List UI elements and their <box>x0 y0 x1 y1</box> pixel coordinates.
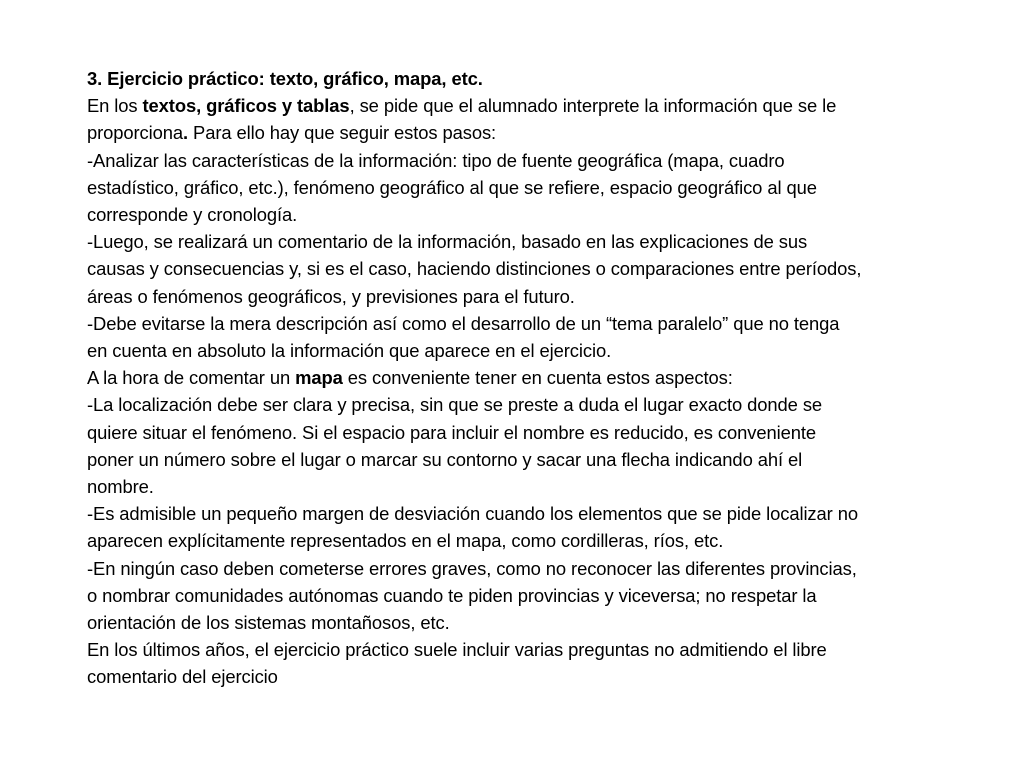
intro-line2-post: Para ello hay que seguir estos pasos: <box>188 122 497 144</box>
step-line: áreas o fenómenos geográficos, y previsiones para el futuro. <box>87 285 575 307</box>
map-intro-pre: A la hora de comentar un <box>87 367 296 389</box>
intro-bold: textos, gráficos y tablas <box>142 95 350 117</box>
step-3 <box>87 310 987 364</box>
map-point-line: nombre. <box>87 476 154 498</box>
map-point-line: -Es admisible un pequeño margen de desviación cuando los elementos que se pide localizar no <box>87 503 858 525</box>
map-point-2 <box>87 500 987 554</box>
map-intro-bold: mapa <box>295 367 343 389</box>
intro-post: , se pide que el alumnado interprete la información que se le <box>349 95 837 117</box>
step-line: corresponde y cronología. <box>87 204 298 226</box>
intro-line-1 <box>87 92 987 119</box>
step-1 <box>87 147 987 229</box>
step-line: -Luego, se realizará un comentario de la información, basado en las explicaciones de sus <box>87 231 808 253</box>
map-intro-post: es conveniente tener en cuenta estos aspectos: <box>342 367 733 389</box>
map-point-line: aparecen explícitamente representados en el mapa, como cordilleras, ríos, etc. <box>87 530 724 552</box>
intro-pre: En los <box>87 95 143 117</box>
step-line: -Analizar las características de la información: tipo de fuente geográfica (mapa, cuadro <box>87 149 785 171</box>
map-point-line: -La localización debe ser clara y precisa, sin que se preste a duda el lugar exacto donde se <box>87 394 823 416</box>
map-point-3 <box>87 555 987 637</box>
step-line: -Debe evitarse la mera descripción así como el desarrollo de un “tema paralelo” que no tenga <box>87 312 840 334</box>
map-point-1 <box>87 391 987 500</box>
heading <box>87 65 987 92</box>
step-2 <box>87 228 987 310</box>
closing <box>87 636 987 690</box>
step-line: en cuenta en absoluto la información que aparece en el ejercicio. <box>87 340 612 362</box>
intro-line2-pre: proporciona <box>87 122 184 144</box>
closing-line: En los últimos años, el ejercicio práctico suele incluir varias preguntas no admitiendo el libre <box>87 639 827 661</box>
map-point-line: -En ningún caso deben cometerse errores graves, como no reconocer las diferentes provincias, <box>87 557 857 579</box>
intro-line2-bold: . <box>183 122 189 144</box>
map-intro <box>87 364 987 391</box>
step-line: causas y consecuencias y, si es el caso, haciendo distinciones o comparaciones entre períodos, <box>87 258 862 280</box>
map-point-line: o nombrar comunidades autónomas cuando te piden provincias y viceversa; no respetar la <box>87 584 817 606</box>
map-point-line: quiere situar el fenómeno. Si el espacio para incluir el nombre es reducido, es conveniente <box>87 421 816 443</box>
heading-text: 3. Ejercicio práctico: texto, gráfico, mapa, etc. <box>87 68 483 89</box>
intro-line-2 <box>87 119 987 146</box>
map-point-line: poner un número sobre el lugar o marcar su contorno y sacar una flecha indicando ahí el <box>87 448 803 470</box>
text-block <box>87 65 987 691</box>
step-line: estadístico, gráfico, etc.), fenómeno geográfico al que se refiere, espacio geográfico al que <box>87 176 817 198</box>
closing-line: comentario del ejercicio <box>87 666 278 688</box>
map-point-line: orientación de los sistemas montañosos, etc. <box>87 612 450 634</box>
